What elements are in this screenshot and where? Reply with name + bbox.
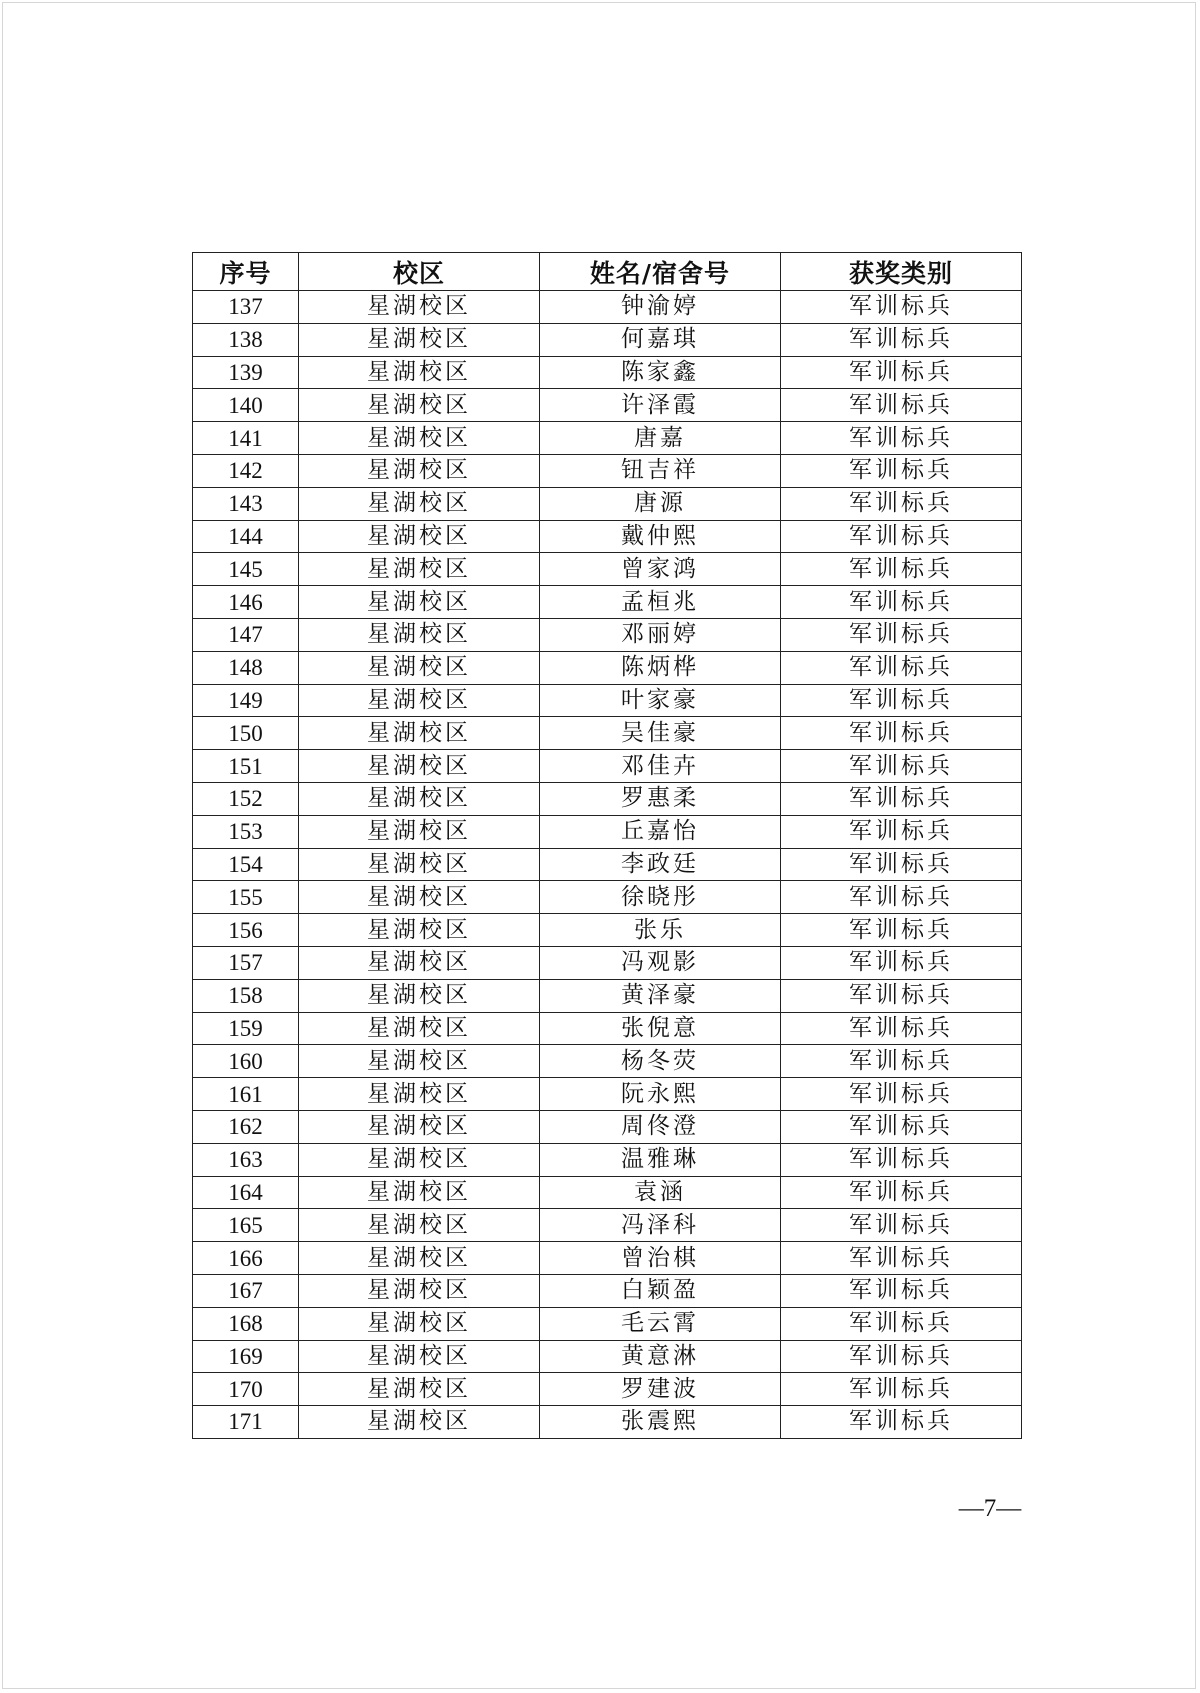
cell-name: 陈家鑫 — [540, 356, 781, 389]
cell-campus: 星湖校区 — [299, 520, 540, 553]
cell-campus: 星湖校区 — [299, 356, 540, 389]
table-row — [193, 291, 1022, 324]
cell-campus: 星湖校区 — [299, 487, 540, 520]
cell-campus: 星湖校区 — [299, 1045, 540, 1078]
table-row — [193, 946, 1022, 979]
table-row — [193, 1406, 1022, 1439]
cell-seq: 139 — [193, 356, 299, 389]
cell-award: 军训标兵 — [781, 815, 1022, 848]
cell-seq: 142 — [193, 454, 299, 487]
cell-campus: 星湖校区 — [299, 1242, 540, 1275]
table-row — [193, 487, 1022, 520]
cell-seq: 160 — [193, 1045, 299, 1078]
header-award-category: 获奖类别 — [781, 253, 1022, 291]
cell-name: 唐嘉 — [540, 422, 781, 455]
cell-seq: 170 — [193, 1373, 299, 1406]
cell-award: 军训标兵 — [781, 1274, 1022, 1307]
cell-seq: 143 — [193, 487, 299, 520]
cell-seq: 169 — [193, 1340, 299, 1373]
cell-name: 罗惠柔 — [540, 782, 781, 815]
cell-award: 军训标兵 — [781, 979, 1022, 1012]
cell-award: 军训标兵 — [781, 1110, 1022, 1143]
cell-seq: 145 — [193, 553, 299, 586]
cell-seq: 168 — [193, 1307, 299, 1340]
cell-award: 军训标兵 — [781, 487, 1022, 520]
cell-campus: 星湖校区 — [299, 979, 540, 1012]
cell-award: 军训标兵 — [781, 1143, 1022, 1176]
cell-campus: 星湖校区 — [299, 717, 540, 750]
cell-award: 军训标兵 — [781, 454, 1022, 487]
table-row — [193, 717, 1022, 750]
cell-seq: 137 — [193, 291, 299, 324]
cell-award: 军训标兵 — [781, 520, 1022, 553]
table-row — [193, 1242, 1022, 1275]
cell-seq: 171 — [193, 1406, 299, 1439]
table-row — [193, 389, 1022, 422]
cell-name: 袁涵 — [540, 1176, 781, 1209]
cell-campus: 星湖校区 — [299, 1340, 540, 1373]
cell-award: 军训标兵 — [781, 946, 1022, 979]
cell-seq: 155 — [193, 881, 299, 914]
cell-name: 唐源 — [540, 487, 781, 520]
cell-seq: 167 — [193, 1274, 299, 1307]
cell-campus: 星湖校区 — [299, 454, 540, 487]
cell-award: 军训标兵 — [781, 782, 1022, 815]
cell-seq: 153 — [193, 815, 299, 848]
cell-award: 军训标兵 — [781, 1373, 1022, 1406]
award-list-table — [192, 252, 1022, 1439]
cell-campus: 星湖校区 — [299, 848, 540, 881]
cell-name: 丘嘉怡 — [540, 815, 781, 848]
cell-name: 许泽霞 — [540, 389, 781, 422]
table-row — [193, 454, 1022, 487]
cell-seq: 161 — [193, 1078, 299, 1111]
cell-award: 军训标兵 — [781, 914, 1022, 947]
cell-award: 军训标兵 — [781, 651, 1022, 684]
cell-award: 军训标兵 — [781, 717, 1022, 750]
cell-campus: 星湖校区 — [299, 1274, 540, 1307]
cell-campus: 星湖校区 — [299, 389, 540, 422]
cell-campus: 星湖校区 — [299, 651, 540, 684]
cell-name: 李政廷 — [540, 848, 781, 881]
table-row — [193, 323, 1022, 356]
cell-campus: 星湖校区 — [299, 1143, 540, 1176]
cell-award: 军训标兵 — [781, 1307, 1022, 1340]
cell-award: 军训标兵 — [781, 1176, 1022, 1209]
cell-award: 军训标兵 — [781, 1209, 1022, 1242]
table-row — [193, 1012, 1022, 1045]
cell-campus: 星湖校区 — [299, 553, 540, 586]
cell-name: 曾治棋 — [540, 1242, 781, 1275]
cell-name: 温雅琳 — [540, 1143, 781, 1176]
table-row — [193, 1274, 1022, 1307]
cell-name: 冯观影 — [540, 946, 781, 979]
cell-campus: 星湖校区 — [299, 1373, 540, 1406]
cell-award: 军训标兵 — [781, 1078, 1022, 1111]
cell-award: 军训标兵 — [781, 684, 1022, 717]
cell-seq: 149 — [193, 684, 299, 717]
cell-name: 何嘉琪 — [540, 323, 781, 356]
cell-seq: 146 — [193, 586, 299, 619]
cell-seq: 152 — [193, 782, 299, 815]
cell-name: 冯泽科 — [540, 1209, 781, 1242]
table-row — [193, 684, 1022, 717]
cell-award: 军训标兵 — [781, 1012, 1022, 1045]
cell-name: 张乐 — [540, 914, 781, 947]
cell-seq: 141 — [193, 422, 299, 455]
cell-name: 白颖盈 — [540, 1274, 781, 1307]
table-row — [193, 914, 1022, 947]
cell-name: 钮吉祥 — [540, 454, 781, 487]
table-row — [193, 422, 1022, 455]
table-row — [193, 553, 1022, 586]
cell-seq: 156 — [193, 914, 299, 947]
cell-seq: 166 — [193, 1242, 299, 1275]
table-row — [193, 1176, 1022, 1209]
cell-seq: 165 — [193, 1209, 299, 1242]
cell-name: 黄意淋 — [540, 1340, 781, 1373]
cell-campus: 星湖校区 — [299, 1110, 540, 1143]
cell-award: 军训标兵 — [781, 1406, 1022, 1439]
cell-award: 军训标兵 — [781, 389, 1022, 422]
cell-campus: 星湖校区 — [299, 1307, 540, 1340]
header-campus: 校区 — [299, 253, 540, 291]
table-row — [193, 651, 1022, 684]
cell-name: 阮永熙 — [540, 1078, 781, 1111]
cell-name: 毛云霄 — [540, 1307, 781, 1340]
cell-name: 邓丽婷 — [540, 618, 781, 651]
table-row — [193, 979, 1022, 1012]
cell-seq: 151 — [193, 750, 299, 783]
table-row — [193, 1209, 1022, 1242]
table-row — [193, 782, 1022, 815]
cell-campus: 星湖校区 — [299, 586, 540, 619]
table-body — [193, 291, 1022, 1439]
cell-campus: 星湖校区 — [299, 1406, 540, 1439]
table-row — [193, 1110, 1022, 1143]
cell-award: 军训标兵 — [781, 1045, 1022, 1078]
cell-award: 军训标兵 — [781, 553, 1022, 586]
cell-name: 钟渝婷 — [540, 291, 781, 324]
cell-campus: 星湖校区 — [299, 1209, 540, 1242]
cell-seq: 158 — [193, 979, 299, 1012]
cell-name: 曾家鸿 — [540, 553, 781, 586]
cell-campus: 星湖校区 — [299, 422, 540, 455]
cell-award: 军训标兵 — [781, 586, 1022, 619]
page-number: —7— — [958, 1495, 1022, 1522]
cell-name: 邓佳卉 — [540, 750, 781, 783]
cell-seq: 163 — [193, 1143, 299, 1176]
cell-name: 张倪意 — [540, 1012, 781, 1045]
cell-campus: 星湖校区 — [299, 618, 540, 651]
cell-award: 军训标兵 — [781, 848, 1022, 881]
cell-name: 杨冬荧 — [540, 1045, 781, 1078]
cell-campus: 星湖校区 — [299, 881, 540, 914]
table-row — [193, 815, 1022, 848]
cell-seq: 162 — [193, 1110, 299, 1143]
cell-campus: 星湖校区 — [299, 815, 540, 848]
cell-campus: 星湖校区 — [299, 750, 540, 783]
cell-campus: 星湖校区 — [299, 914, 540, 947]
cell-award: 军训标兵 — [781, 750, 1022, 783]
table-row — [193, 1078, 1022, 1111]
cell-seq: 144 — [193, 520, 299, 553]
cell-campus: 星湖校区 — [299, 684, 540, 717]
cell-name: 叶家豪 — [540, 684, 781, 717]
cell-name: 张震熙 — [540, 1406, 781, 1439]
cell-award: 军训标兵 — [781, 323, 1022, 356]
cell-award: 军训标兵 — [781, 881, 1022, 914]
table-header-row — [193, 253, 1022, 291]
cell-award: 军训标兵 — [781, 618, 1022, 651]
cell-seq: 138 — [193, 323, 299, 356]
table-row — [193, 1143, 1022, 1176]
table-row — [193, 586, 1022, 619]
cell-seq: 148 — [193, 651, 299, 684]
cell-campus: 星湖校区 — [299, 323, 540, 356]
cell-seq: 159 — [193, 1012, 299, 1045]
cell-seq: 140 — [193, 389, 299, 422]
header-seq: 序号 — [193, 253, 299, 291]
header-name-dorm: 姓名/宿舍号 — [540, 253, 781, 291]
cell-campus: 星湖校区 — [299, 1078, 540, 1111]
cell-name: 戴仲熙 — [540, 520, 781, 553]
cell-name: 孟桓兆 — [540, 586, 781, 619]
cell-campus: 星湖校区 — [299, 1012, 540, 1045]
cell-award: 军训标兵 — [781, 1340, 1022, 1373]
table-row — [193, 1307, 1022, 1340]
cell-award: 军训标兵 — [781, 1242, 1022, 1275]
table-row — [193, 881, 1022, 914]
table-row — [193, 1340, 1022, 1373]
cell-campus: 星湖校区 — [299, 1176, 540, 1209]
table-row — [193, 1373, 1022, 1406]
cell-award: 军训标兵 — [781, 356, 1022, 389]
cell-seq: 157 — [193, 946, 299, 979]
cell-name: 周佟澄 — [540, 1110, 781, 1143]
cell-seq: 150 — [193, 717, 299, 750]
table-row — [193, 618, 1022, 651]
table-row — [193, 356, 1022, 389]
cell-name: 吴佳豪 — [540, 717, 781, 750]
table-row — [193, 520, 1022, 553]
table-row — [193, 750, 1022, 783]
cell-seq: 164 — [193, 1176, 299, 1209]
cell-award: 军训标兵 — [781, 291, 1022, 324]
cell-campus: 星湖校区 — [299, 782, 540, 815]
cell-award: 军训标兵 — [781, 422, 1022, 455]
cell-name: 陈炳桦 — [540, 651, 781, 684]
cell-name: 徐晓彤 — [540, 881, 781, 914]
table-row — [193, 848, 1022, 881]
cell-name: 黄泽豪 — [540, 979, 781, 1012]
cell-campus: 星湖校区 — [299, 946, 540, 979]
cell-seq: 147 — [193, 618, 299, 651]
table-row — [193, 1045, 1022, 1078]
cell-name: 罗建波 — [540, 1373, 781, 1406]
cell-seq: 154 — [193, 848, 299, 881]
cell-campus: 星湖校区 — [299, 291, 540, 324]
